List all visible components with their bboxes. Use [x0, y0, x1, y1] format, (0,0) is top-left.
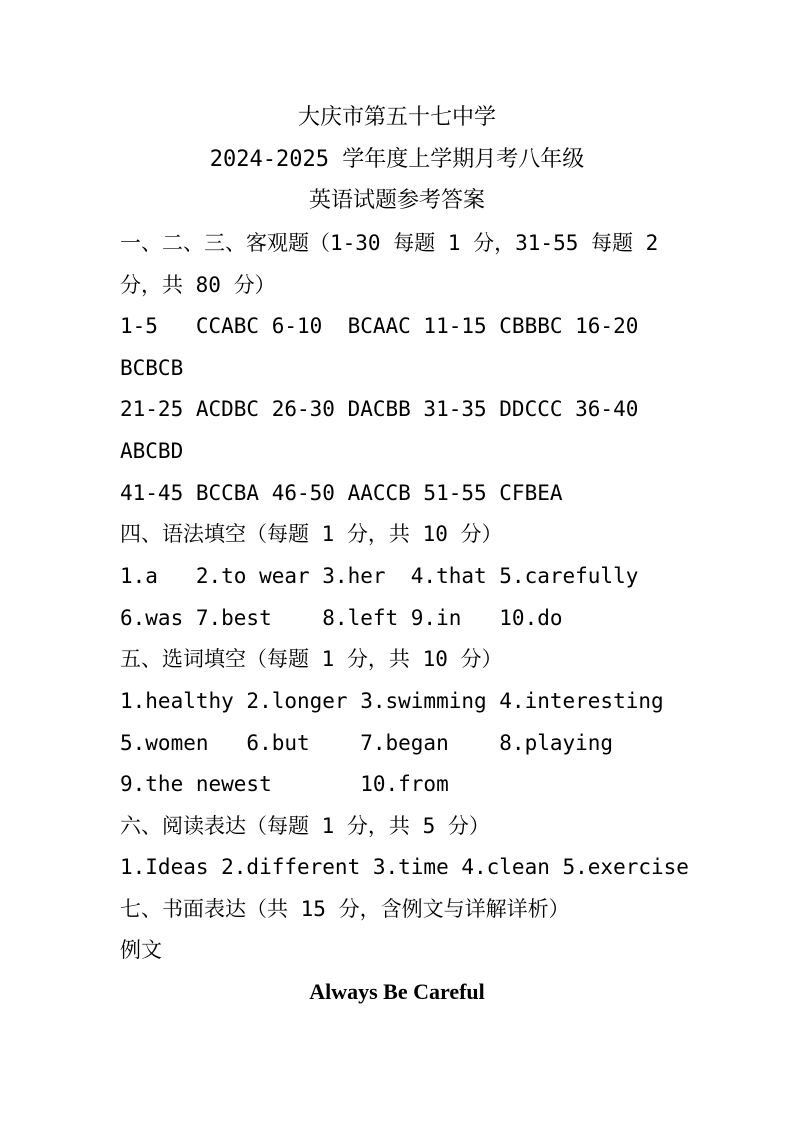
answer-line: BCBCB — [120, 356, 184, 380]
section-1-heading: 一、二、三、客观题（1-30 每题 1 分，31-55 每题 2 — [120, 231, 659, 255]
answer-line: 6.was 7.best 8.left 9.in 10.do — [120, 606, 563, 630]
answer-line: 1-5 CCABC 6-10 BCAAC 11-15 CBBBC 16-20 — [120, 314, 639, 338]
answer-line: 1.healthy 2.longer 3.swimming 4.interesting — [120, 689, 664, 713]
exam-title: 2024-2025 学年度上学期月考八年级 — [209, 147, 585, 172]
answer-line: 41-45 BCCBA 46-50 AACCB 51-55 CFBEA — [120, 481, 563, 505]
subject-title: 英语试题参考答案 — [308, 188, 485, 213]
section-1-heading-cont: 分，共 80 分） — [120, 273, 276, 297]
answer-line: 5.women 6.but 7.began 8.playing — [120, 731, 614, 755]
school-name: 大庆市第五十七中学 — [297, 105, 496, 130]
section-7-heading: 七、书面表达（共 15 分，含例文与详解详析） — [120, 897, 570, 921]
answer-line: 1.Ideas 2.different 3.time 4.clean 5.exercise — [120, 855, 689, 879]
section-4-heading: 四、语法填空（每题 1 分，共 10 分） — [120, 522, 503, 546]
sample-essay-label: 例文 — [120, 938, 162, 962]
section-5-heading: 五、选词填空（每题 1 分，共 10 分） — [120, 647, 503, 671]
answer-line: 21-25 ACDBC 26-30 DACBB 31-35 DDCCC 36-40 — [120, 397, 639, 421]
essay-title: Always Be Careful — [309, 979, 485, 1004]
answer-line: 9.the newest 10.from — [120, 772, 449, 796]
answer-line: 1.a 2.to wear 3.her 4.that 5.carefully — [120, 564, 639, 588]
answer-line: ABCBD — [120, 439, 184, 463]
section-6-heading: 六、阅读表达（每题 1 分，共 5 分） — [120, 814, 490, 838]
